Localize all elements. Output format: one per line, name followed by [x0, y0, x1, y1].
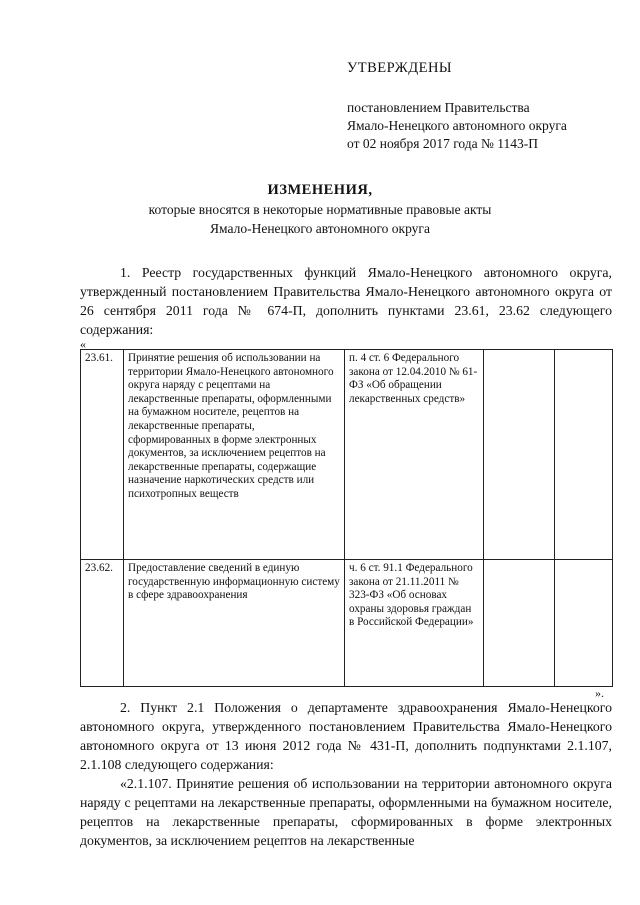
document-title: ИЗМЕНЕНИЯ, [267, 182, 373, 198]
document-subtitle [0, 201, 640, 238]
empty-cell [555, 560, 613, 687]
table-row [81, 350, 613, 560]
row-number: 23.62. [81, 560, 124, 687]
resolution-line: Ямало-Ненецкого автономного округа [347, 118, 567, 133]
paragraph-1-text: 1. Реестр государственных функций Ямало-Ненецкого автономного округа, утвержденный постановлением Правительства Ямало-Ненецкого автономного округа от 26 сентября 2011 года № 674-П, дополнить пунктами 23.61, 23.62 следующего содержания: [80, 265, 612, 337]
table-row [81, 560, 613, 687]
function-name: Предоставление сведений в единую государственную информационную систему в сфере здравоохранения [124, 560, 345, 687]
quote-open: « [80, 337, 86, 351]
resolution-line: постановлением Правительства [347, 100, 530, 115]
empty-cell [484, 560, 555, 687]
subtitle-line: которые вносятся в некоторые нормативные правовые акты [148, 202, 492, 217]
paragraph-2 [80, 698, 612, 774]
paragraph-1 [80, 263, 612, 339]
function-name: Принятие решения об использовании на территории Ямало-Ненецкого автономного округа наряду с рецептами на лекарственные препараты, оформленными на бумажном носителе, рецептов на лекарственные препараты, сформированных в форме электронных документов, за исключением рецептов на лекарственные препараты, содержащие назначение наркотических средств или психотропных веществ [124, 350, 345, 560]
paragraph-3 [80, 774, 612, 850]
subtitle-line: Ямало-Ненецкого автономного округа [210, 220, 430, 236]
quote-close: ». [595, 686, 604, 700]
approved-heading: УТВЕРЖДЕНЫ [347, 60, 453, 76]
empty-cell [484, 350, 555, 560]
registry-table [80, 349, 613, 687]
resolution-line: от 02 ноября 2017 года № 1143-П [347, 136, 539, 151]
legal-basis: п. 4 ст. 6 Федерального закона от 12.04.2010 № 61-ФЗ «Об обращении лекарственных средств» [345, 350, 484, 560]
empty-cell [555, 350, 613, 560]
resolution-reference [347, 99, 567, 153]
paragraph-3-text: «2.1.107. Принятие решения об использовании на территории автономного округа наряду с рецептами на лекарственные препараты, оформленными на бумажном носителе, рецептов на лекарственные препараты, сформированных в форме электронных документов, за исключением рецептов на лекарственные [80, 776, 612, 848]
paragraph-2-text: 2. Пункт 2.1 Положения о департаменте здравоохранения Ямало-Ненецкого автономного округа, утвержденного постановлением Правительства Ямало-Ненецкого автономного округа от 13 июня 2012 года № 431-П, дополнить подпунктами 2.1.107, 2.1.108 следующего содержания: [80, 700, 612, 772]
row-number: 23.61. [81, 350, 124, 560]
legal-basis: ч. 6 ст. 91.1 Федерального закона от 21.11.2011 № 323-ФЗ «Об основах охраны здоровья граждан в Российской Федерации» [345, 560, 484, 687]
